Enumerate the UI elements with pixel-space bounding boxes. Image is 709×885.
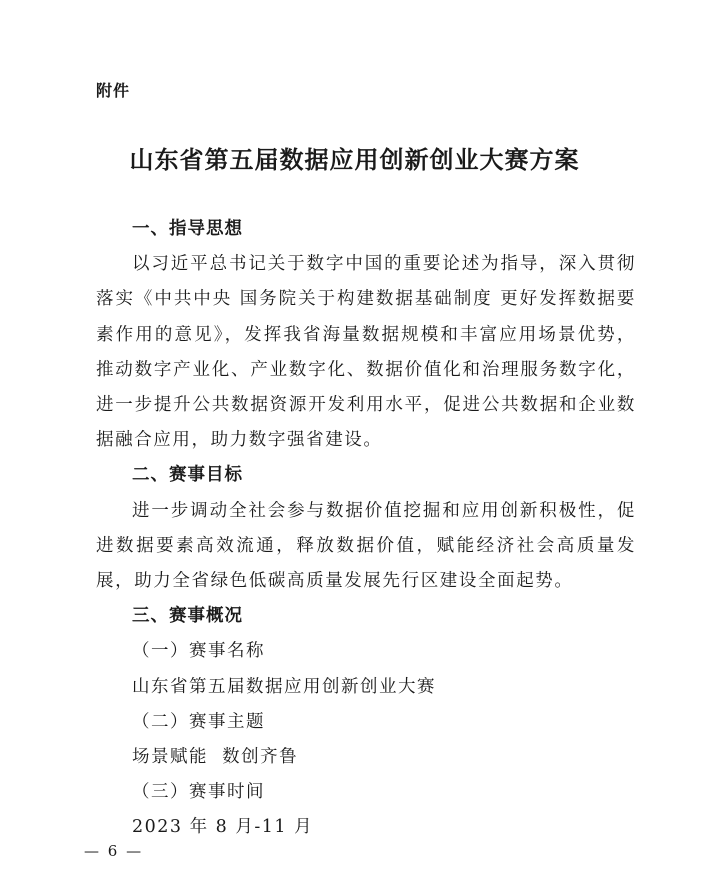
document-body [96, 212, 636, 846]
subheading-competition-time: （三）赛事时间 [132, 782, 265, 803]
content-competition-name: 山东省第五届数据应用创新创业大赛 [132, 676, 436, 697]
page-number: — 6 — [84, 842, 144, 860]
section-paragraph-competition-goals: 进一步调动全社会参与数据价值挖掘和应用创新积极性，促进数据要素高效流通，释放数据价值，赋能经济社会高质量发展，助力全省绿色低碳高质量发展先行区建设全面起势。 [96, 500, 636, 592]
document-title: 山东省第五届数据应用创新创业大赛方案 [129, 146, 580, 174]
content-competition-theme: 场景赋能 数创齐鲁 [132, 747, 299, 768]
subheading-competition-theme: （二）赛事主题 [132, 711, 265, 732]
section-heading-competition-goals: 二、赛事目标 [132, 465, 243, 486]
section-heading-competition-overview: 三、赛事概况 [132, 606, 243, 627]
section-heading-guiding-ideology: 一、指导思想 [132, 219, 243, 239]
annex-label: 附件 [96, 81, 131, 100]
subheading-competition-name: （一）赛事名称 [132, 641, 265, 662]
content-competition-time: 2023 年 8 月-11 月 [132, 817, 314, 838]
section-paragraph-guiding-ideology: 以习近平总书记关于数字中国的重要论述为指导，深入贯彻落实《中共中央 国务院关于构建数据基础制度 更好发挥数据要素作用的意见》，发挥我省海量数据规模和丰富应用场景优势，推动数字产业化、产业数字化、数据价值化和治理服务数字化，进一步提升公共数据资源开发利用水平，促进公共数据和企业数据融合应用，助力数字强省建设。 [96, 254, 636, 451]
